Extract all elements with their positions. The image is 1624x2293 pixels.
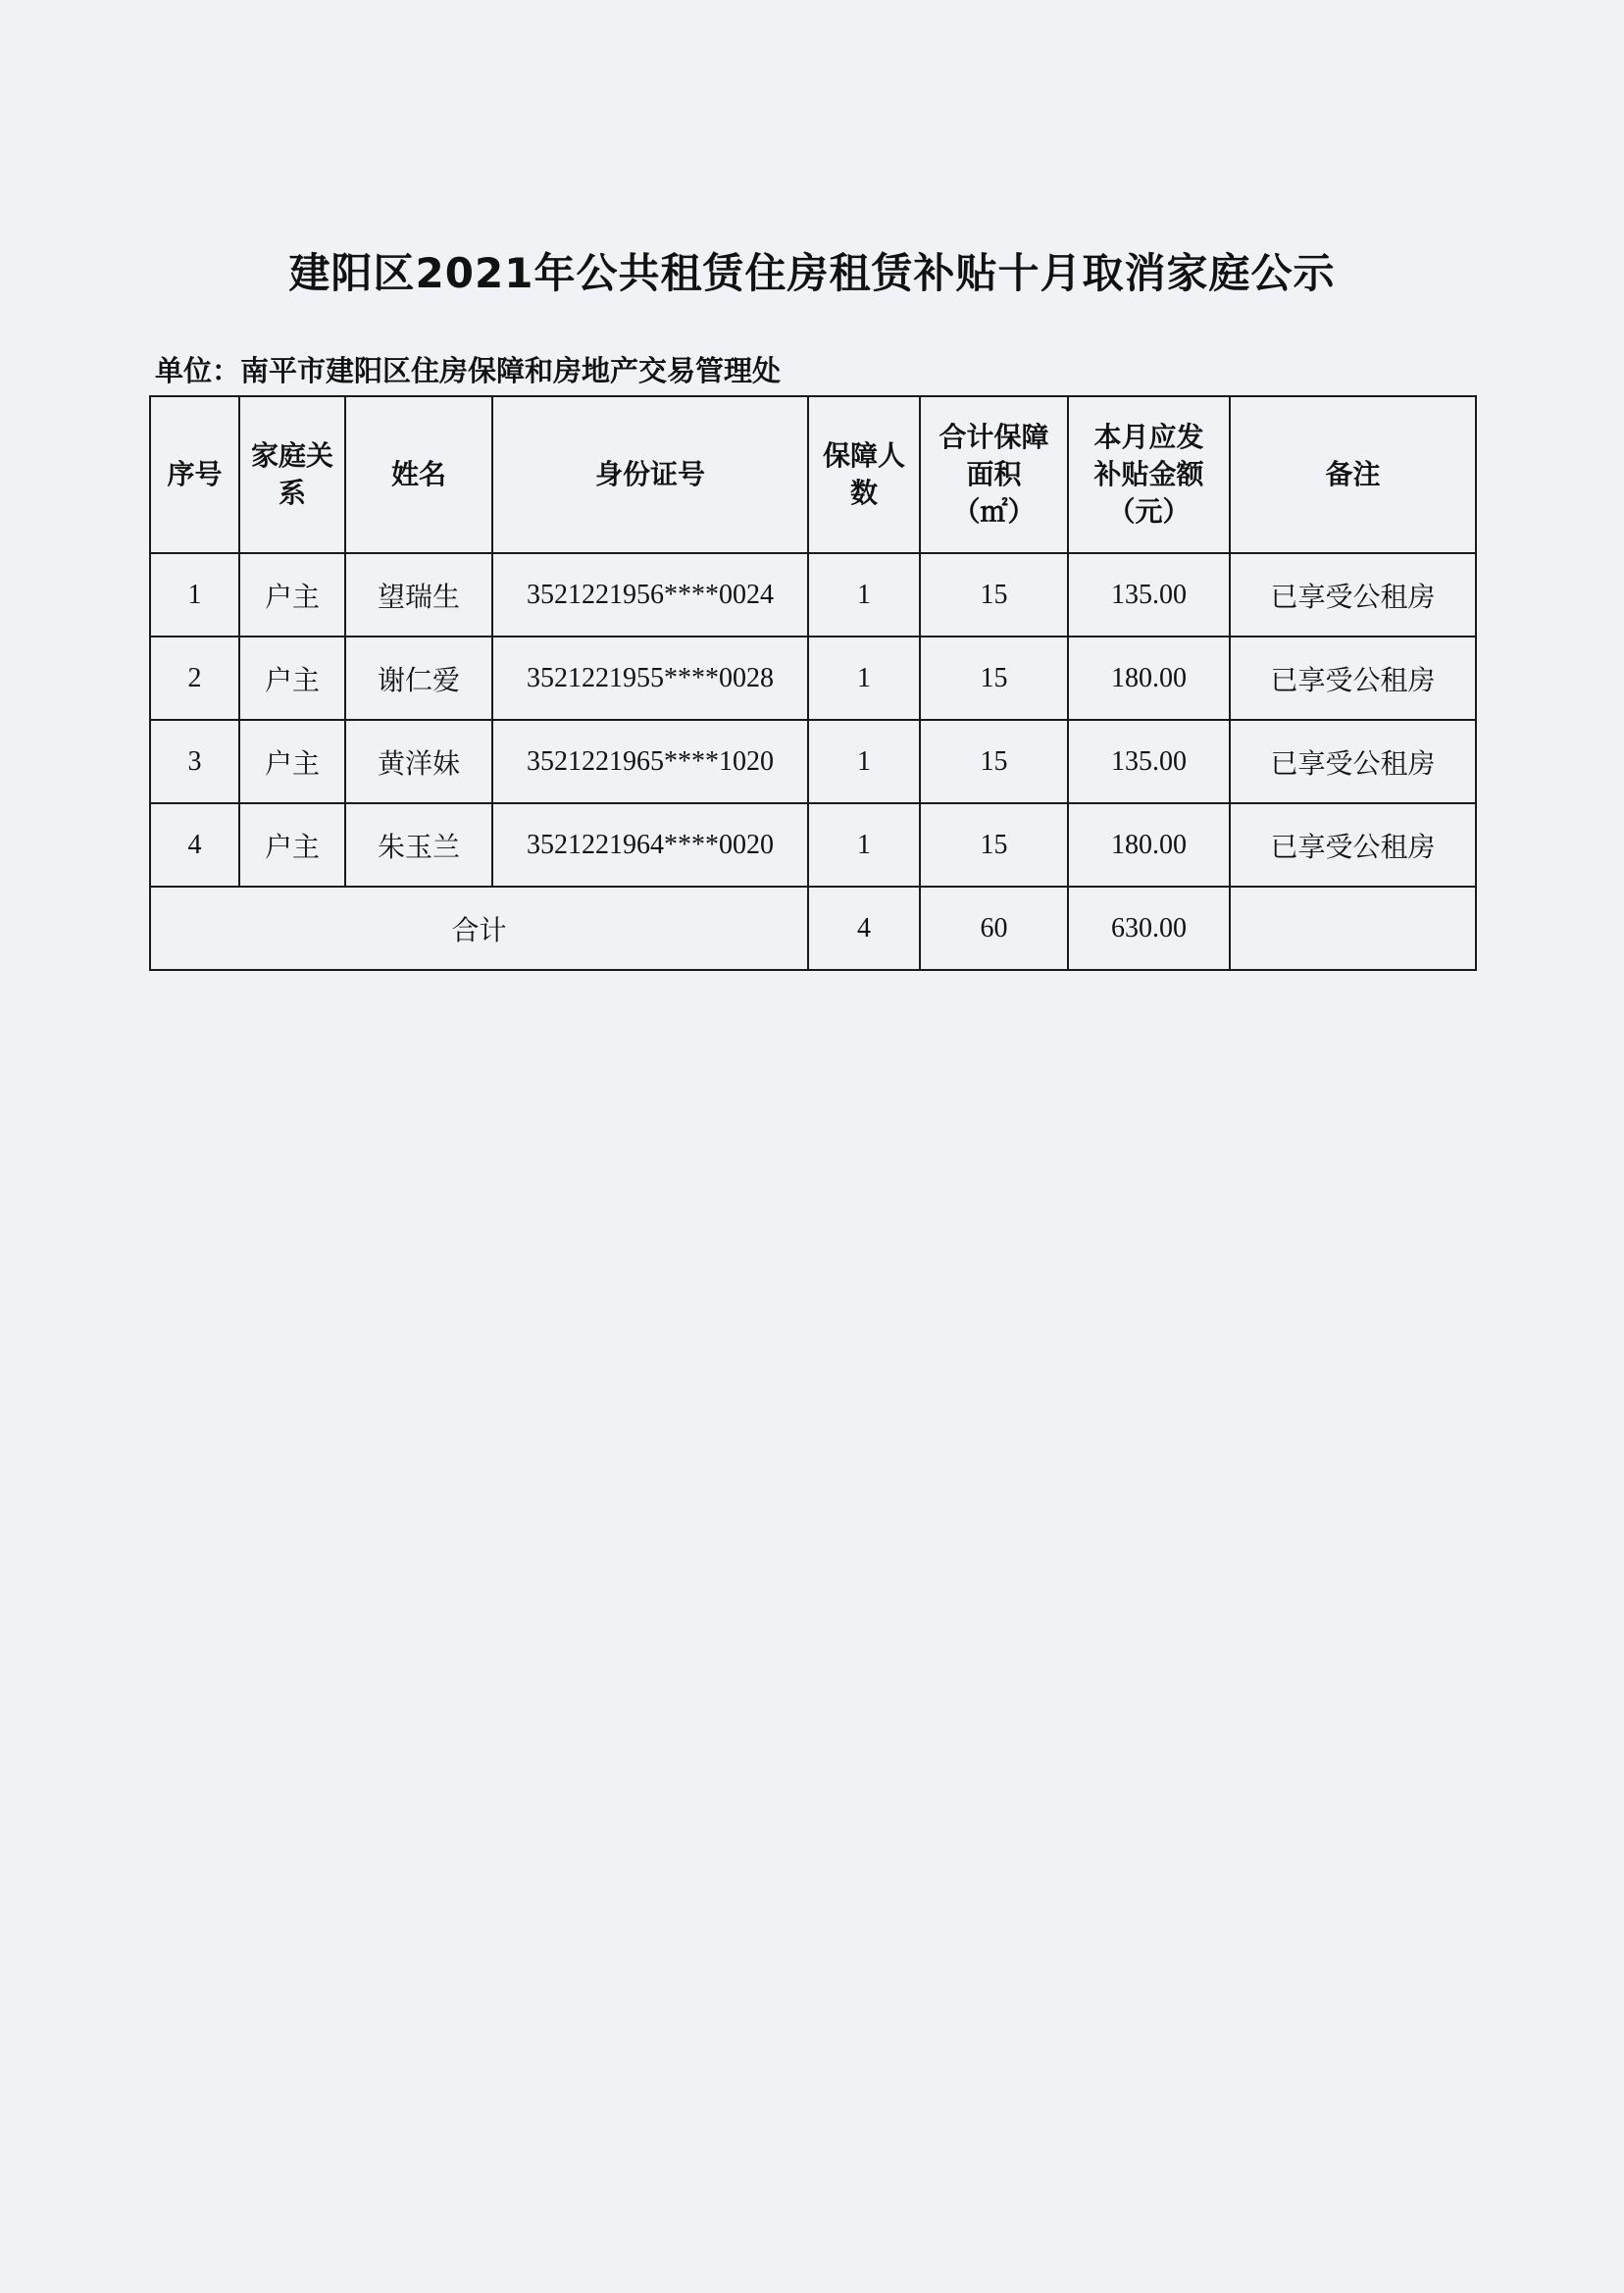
cell-persons: 1 <box>808 803 920 887</box>
cell-seq: 1 <box>150 553 239 637</box>
cell-persons: 1 <box>808 553 920 637</box>
cell-remark: 已享受公租房 <box>1230 803 1476 887</box>
header-remark: 备注 <box>1230 396 1476 553</box>
cell-relation: 户主 <box>239 803 345 887</box>
cell-area: 15 <box>920 553 1068 637</box>
cell-name: 谢仁爱 <box>345 637 492 720</box>
total-area: 60 <box>920 887 1068 970</box>
cell-id: 3521221965****1020 <box>492 720 808 803</box>
cell-persons: 1 <box>808 720 920 803</box>
cell-name: 黄洋妹 <box>345 720 492 803</box>
cell-amount: 135.00 <box>1068 720 1230 803</box>
cell-seq: 4 <box>150 803 239 887</box>
cell-name: 朱玉兰 <box>345 803 492 887</box>
total-label: 合计 <box>150 887 808 970</box>
header-amount: 本月应发 补贴金额 （元） <box>1068 396 1230 553</box>
table-row <box>150 803 1476 887</box>
total-row <box>150 887 1476 970</box>
header-name: 姓名 <box>345 396 492 553</box>
cell-amount: 135.00 <box>1068 553 1230 637</box>
cell-relation: 户主 <box>239 553 345 637</box>
header-persons: 保障人 数 <box>808 396 920 553</box>
total-persons: 4 <box>808 887 920 970</box>
cell-area: 15 <box>920 637 1068 720</box>
header-id: 身份证号 <box>492 396 808 553</box>
header-relation: 家庭关 系 <box>239 396 345 553</box>
cell-seq: 3 <box>150 720 239 803</box>
header-row <box>150 396 1476 553</box>
page-title: 建阳区2021年公共租赁住房租赁补贴十月取消家庭公示 <box>288 249 1336 297</box>
cell-name: 望瑞生 <box>345 553 492 637</box>
cell-remark: 已享受公租房 <box>1230 553 1476 637</box>
header-seq: 序号 <box>150 396 239 553</box>
cell-area: 15 <box>920 803 1068 887</box>
cell-id: 3521221955****0028 <box>492 637 808 720</box>
cell-remark: 已享受公租房 <box>1230 720 1476 803</box>
cell-remark: 已享受公租房 <box>1230 637 1476 720</box>
total-remark <box>1230 887 1476 970</box>
cell-id: 3521221956****0024 <box>492 553 808 637</box>
cell-persons: 1 <box>808 637 920 720</box>
cell-seq: 2 <box>150 637 239 720</box>
unit-line: 单位：南平市建阳区住房保障和房地产交易管理处 <box>155 354 782 387</box>
table-row <box>150 553 1476 637</box>
cell-amount: 180.00 <box>1068 637 1230 720</box>
total-amount: 630.00 <box>1068 887 1230 970</box>
cell-area: 15 <box>920 720 1068 803</box>
cell-id: 3521221964****0020 <box>492 803 808 887</box>
cell-amount: 180.00 <box>1068 803 1230 887</box>
table-row <box>150 637 1476 720</box>
cell-relation: 户主 <box>239 637 345 720</box>
table-row <box>150 720 1476 803</box>
header-area: 合计保障 面积 （㎡） <box>920 396 1068 553</box>
subsidy-table <box>149 395 1477 971</box>
cell-relation: 户主 <box>239 720 345 803</box>
